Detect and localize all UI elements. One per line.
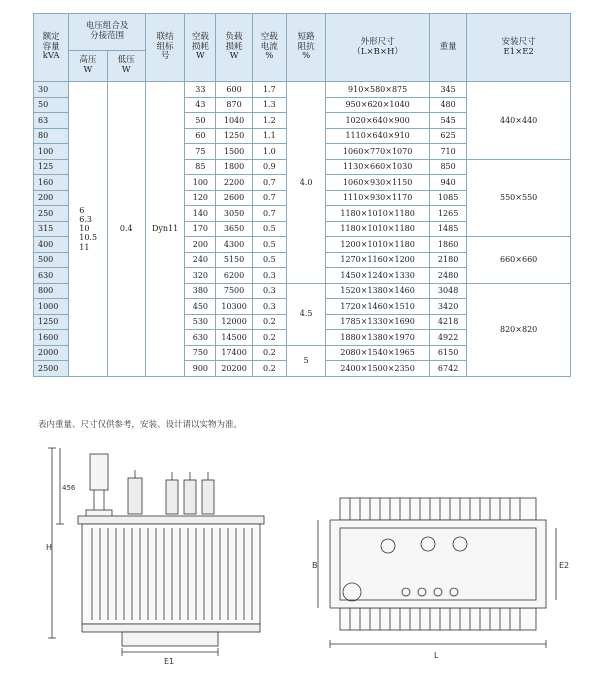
weight-cell: 4218 [429,314,466,330]
no-load-loss-cell: 630 [185,330,216,346]
dimensions-cell: 1200×1010×1180 [326,237,430,253]
load-loss-cell: 1500 [216,144,252,160]
b-label: B [312,561,318,570]
dimensions-cell: 1880×1380×1970 [326,330,430,346]
no-load-current-cell: 0.5 [252,252,286,268]
weight-cell: 3048 [429,283,466,299]
load-loss-cell: 17400 [216,345,252,361]
no-load-loss-cell: 33 [185,82,216,98]
capacity-cell: 125 [34,159,69,175]
header-no-load-loss: 空载 损耗 W [185,14,216,82]
header-dimensions: 外形尺寸 （L×B×H） [326,14,430,82]
load-loss-cell: 5150 [216,252,252,268]
no-load-current-cell: 0.2 [252,330,286,346]
capacity-cell: 50 [34,97,69,113]
no-load-current-cell: 0.7 [252,175,286,191]
load-loss-cell: 20200 [216,361,252,377]
weight-cell: 940 [429,175,466,191]
no-load-current-cell: 1.3 [252,97,286,113]
dimensions-cell: 1520×1380×1460 [326,283,430,299]
load-loss-cell: 6200 [216,268,252,284]
weight-cell: 480 [429,97,466,113]
load-loss-cell: 1800 [216,159,252,175]
weight-cell: 2480 [429,268,466,284]
header-no-load-current: 空载 电流 % [252,14,286,82]
dimensions-cell: 1720×1460×1510 [326,299,430,315]
load-loss-cell: 2600 [216,190,252,206]
no-load-current-cell: 0.2 [252,314,286,330]
no-load-current-cell: 0.3 [252,268,286,284]
no-load-loss-cell: 85 [185,159,216,175]
capacity-cell: 30 [34,82,69,98]
no-load-loss-cell: 50 [185,113,216,129]
load-loss-cell: 3650 [216,221,252,237]
no-load-loss-cell: 43 [185,97,216,113]
e2-label: E2 [559,561,570,570]
dimensions-cell: 2080×1540×1965 [326,345,430,361]
no-load-current-cell: 1.0 [252,144,286,160]
weight-cell: 625 [429,128,466,144]
dimensions-cell: 1450×1240×1330 [326,268,430,284]
no-load-current-cell: 1.2 [252,113,286,129]
load-loss-cell: 3050 [216,206,252,222]
capacity-cell: 630 [34,268,69,284]
disclaimer-note: 表内重量、尺寸仅供参考，安装、设计请以实物为准。 [38,420,243,430]
spec-table [33,13,571,377]
height-label: H [46,543,53,552]
capacity-cell: 400 [34,237,69,253]
no-load-loss-cell: 120 [185,190,216,206]
no-load-loss-cell: 450 [185,299,216,315]
weight-cell: 545 [429,113,466,129]
e1-label: E1 [164,657,175,666]
weight-cell: 3420 [429,299,466,315]
capacity-cell: 63 [34,113,69,129]
no-load-current-cell: 0.2 [252,361,286,377]
no-load-loss-cell: 750 [185,345,216,361]
no-load-current-cell: 0.9 [252,159,286,175]
table-row [34,82,571,98]
mounting-cell: 550×550 [467,159,571,237]
dimensions-cell: 2400×1500×2350 [326,361,430,377]
no-load-current-cell: 0.5 [252,237,286,253]
dimensions-cell: 1130×660×1030 [326,159,430,175]
dimensions-cell: 1020×640×900 [326,113,430,129]
load-loss-cell: 870 [216,97,252,113]
no-load-loss-cell: 100 [185,175,216,191]
weight-cell: 710 [429,144,466,160]
impedance-cell: 4.0 [286,82,325,284]
no-load-current-cell: 0.7 [252,190,286,206]
weight-cell: 850 [429,159,466,175]
load-loss-cell: 12000 [216,314,252,330]
weight-cell: 4922 [429,330,466,346]
weight-cell: 2180 [429,252,466,268]
header-hv: 高压 W [69,51,107,82]
load-loss-cell: 1040 [216,113,252,129]
capacity-cell: 500 [34,252,69,268]
impedance-cell: 4.5 [286,283,325,345]
header-capacity: 额定 容量 kVA [34,14,69,82]
no-load-loss-cell: 170 [185,221,216,237]
dimensions-cell: 1110×640×910 [326,128,430,144]
no-load-loss-cell: 530 [185,314,216,330]
no-load-loss-cell: 240 [185,252,216,268]
load-loss-cell: 1250 [216,128,252,144]
load-loss-cell: 14500 [216,330,252,346]
header-lv: 低压 W [107,51,145,82]
capacity-cell: 100 [34,144,69,160]
no-load-current-cell: 0.7 [252,206,286,222]
no-load-loss-cell: 75 [185,144,216,160]
capacity-cell: 200 [34,190,69,206]
weight-cell: 1085 [429,190,466,206]
header-voltage-group: 电压组合及 分接范围 [69,14,146,51]
capacity-cell: 800 [34,283,69,299]
no-load-loss-cell: 140 [185,206,216,222]
load-loss-cell: 2200 [216,175,252,191]
load-loss-cell: 10300 [216,299,252,315]
no-load-current-cell: 0.3 [252,299,286,315]
capacity-cell: 80 [34,128,69,144]
capacity-cell: 2500 [34,361,69,377]
l-label: L [434,651,439,660]
no-load-current-cell: 1.1 [252,128,286,144]
no-load-current-cell: 1.7 [252,82,286,98]
capacity-cell: 160 [34,175,69,191]
dimensions-cell: 910×580×875 [326,82,430,98]
load-loss-cell: 4300 [216,237,252,253]
header-load-loss: 负载 损耗 W [216,14,252,82]
load-loss-cell: 600 [216,82,252,98]
header-impedance: 短路 阻抗 % [286,14,325,82]
no-load-loss-cell: 380 [185,283,216,299]
dimensions-cell: 1110×930×1170 [326,190,430,206]
no-load-current-cell: 0.5 [252,221,286,237]
weight-cell: 1860 [429,237,466,253]
header-mounting: 安装尺寸 E1×E2 [467,14,571,82]
weight-cell: 6742 [429,361,466,377]
header-weight: 重量 [429,14,466,82]
vector-group-cell: Dyn11 [145,82,184,377]
capacity-cell: 1000 [34,299,69,315]
no-load-loss-cell: 900 [185,361,216,377]
capacity-cell: 1600 [34,330,69,346]
weight-cell: 345 [429,82,466,98]
dimensions-cell: 1180×1010×1180 [326,221,430,237]
top-dimension-label: 456 [62,484,76,492]
transformer-side-view [38,440,300,672]
no-load-loss-cell: 200 [185,237,216,253]
capacity-cell: 1250 [34,314,69,330]
lv-cell: 0.4 [107,82,145,377]
capacity-cell: 315 [34,221,69,237]
header-vector-group: 联结 组标 号 [145,14,184,82]
dimensions-cell: 950×620×1040 [326,97,430,113]
mounting-cell: 660×660 [467,237,571,284]
mounting-cell: 440×440 [467,82,571,160]
no-load-loss-cell: 320 [185,268,216,284]
no-load-loss-cell: 60 [185,128,216,144]
weight-cell: 1265 [429,206,466,222]
weight-cell: 1485 [429,221,466,237]
spec-table-body [34,82,571,377]
transformer-top-view [310,480,572,672]
dimensions-cell: 1785×1330×1690 [326,314,430,330]
weight-cell: 6150 [429,345,466,361]
dimensions-cell: 1060×770×1070 [326,144,430,160]
dimensions-cell: 1060×930×1150 [326,175,430,191]
capacity-cell: 2000 [34,345,69,361]
dimensions-cell: 1180×1010×1180 [326,206,430,222]
load-loss-cell: 7500 [216,283,252,299]
no-load-current-cell: 0.3 [252,283,286,299]
impedance-cell: 5 [286,345,325,376]
no-load-current-cell: 0.2 [252,345,286,361]
mounting-cell: 820×820 [467,283,571,376]
dimensions-cell: 1270×1160×1200 [326,252,430,268]
hv-cell: 6 6.3 10 10.5 11 [69,82,107,377]
capacity-cell: 250 [34,206,69,222]
